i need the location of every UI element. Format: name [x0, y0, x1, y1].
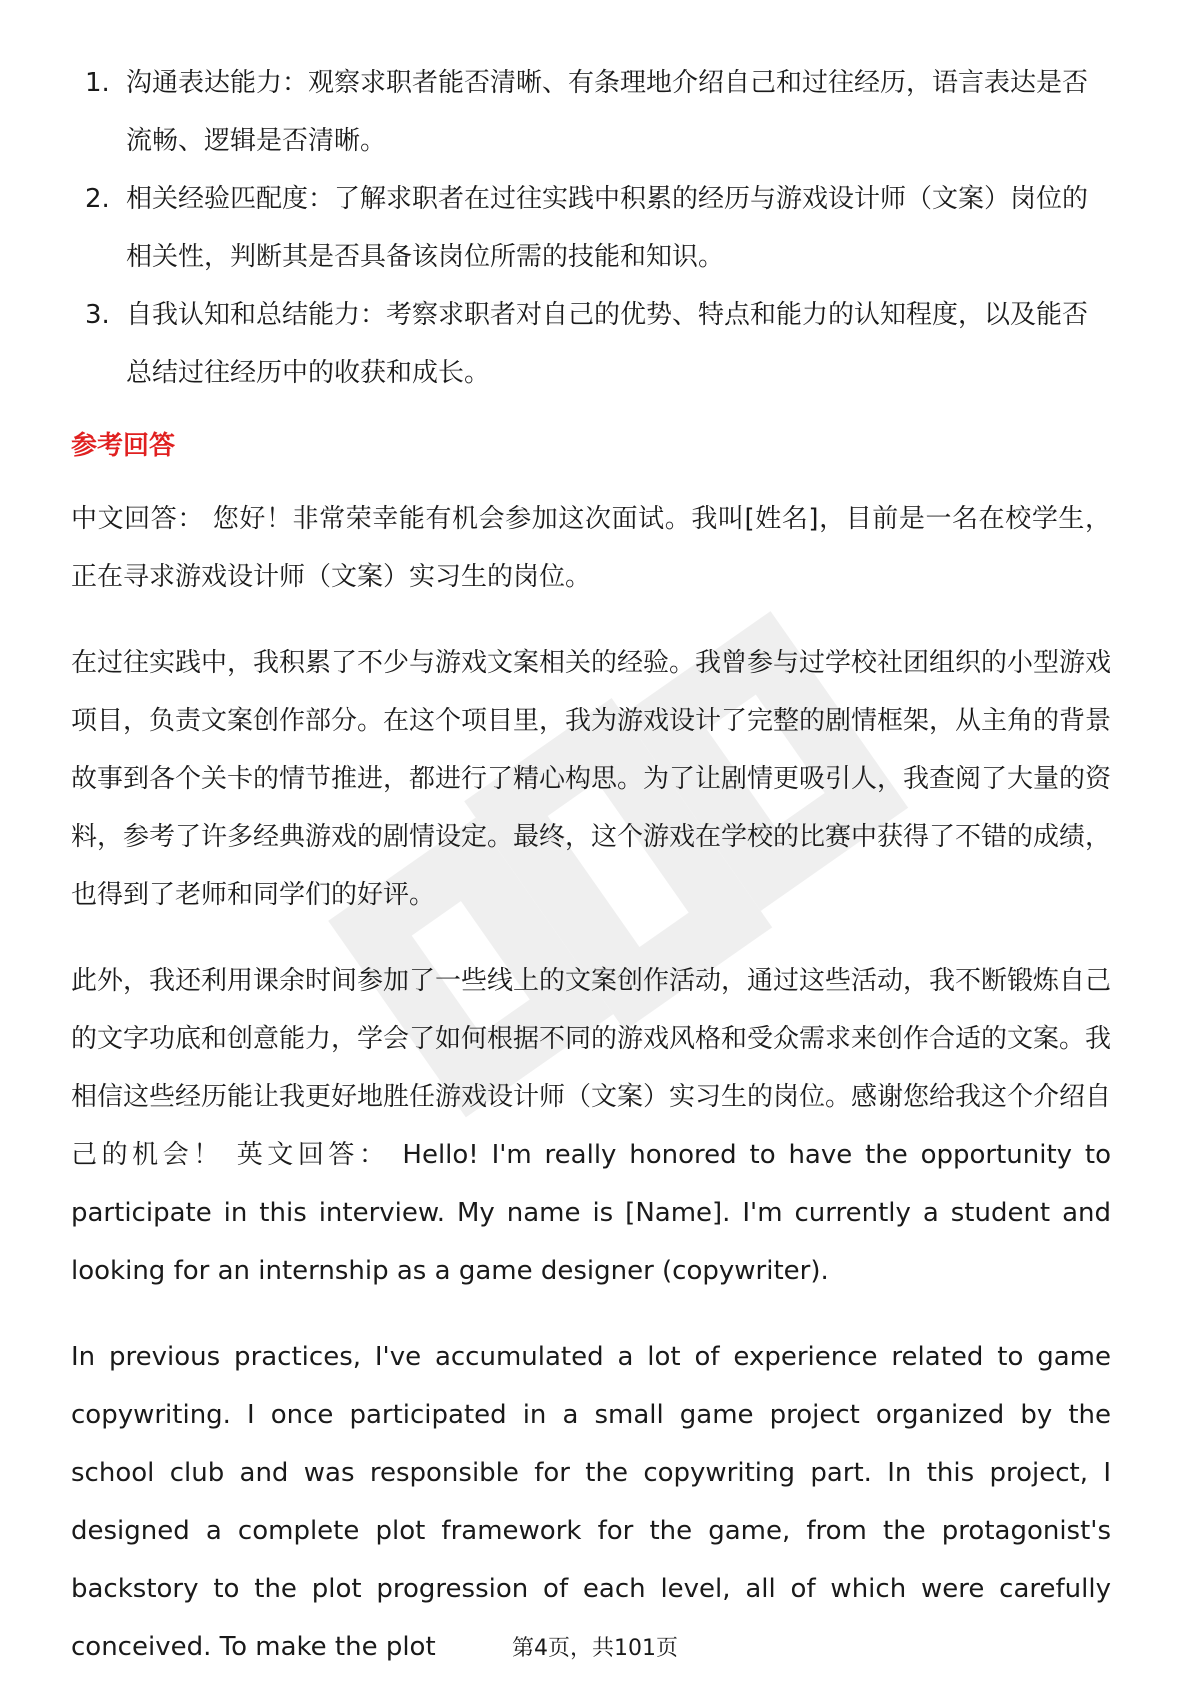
- page-number-footer: 第4页，共101页: [512, 1636, 678, 1661]
- list-item-text: 沟通表达能力：观察求职者能否清晰、有条理地介绍自己和过往经历，语言表达是否流畅、逻辑是否清晰。: [126, 68, 1089, 156]
- list-item: [71, 286, 1111, 402]
- section-heading: 参考回答: [71, 431, 176, 461]
- list-item: [71, 54, 1111, 170]
- page-content: [71, 54, 1111, 1704]
- list-item-text: 自我认知和总结能力：考察求职者对自己的优势、特点和能力的认知程度，以及能否总结过往经历中的收获和成长。: [126, 300, 1089, 388]
- list-item-number: 1.: [85, 68, 110, 98]
- evaluation-points-list: [71, 54, 1111, 402]
- paragraph: 中文回答： 您好！非常荣幸能有机会参加这次面试。我叫[姓名]，目前是一名在校学生，正在寻求游戏设计师（文案）实习生的岗位。: [71, 504, 1111, 592]
- list-item-number: 3.: [85, 300, 110, 330]
- paragraph: 在过往实践中，我积累了不少与游戏文案相关的经验。我曾参与过学校社团组织的小型游戏项目，负责文案创作部分。在这个项目里，我为游戏设计了完整的剧情框架，从主角的背景故事到各个关卡的情节推进，都进行了精心构思。为了让剧情更吸引人，我查阅了大量的资料，参考了许多经典游戏的剧情设定。最终，这个游戏在学校的比赛中获得了不错的成绩，也得到了老师和同学们的好评。: [71, 648, 1112, 910]
- list-item-number: 2.: [85, 184, 110, 214]
- list-item: [71, 170, 1111, 286]
- paragraph: In previous practices, I've accumulated a lot of experience related to game copywriting. I once participated in a small game project organized by the school club and was responsible for the copywriting part. In this project, I designed a complete plot framework for the game, from the protagonist's backstory to the plot progression of each level, all of which were carefully conceived. To make the plot: [71, 1342, 1111, 1662]
- list-item-text: 相关经验匹配度：了解求职者在过往实践中积累的经历与游戏设计师（文案）岗位的相关性，判断其是否具备该岗位所需的技能和知识。: [126, 184, 1089, 272]
- paragraph: 此外，我还利用课余时间参加了一些线上的文案创作活动，通过这些活动，我不断锻炼自己的文字功底和创意能力，学会了如何根据不同的游戏风格和受众需求来创作合适的文案。我相信这些经历能让我更好地胜任游戏设计师（文案）实习生的岗位。感谢您给我这个介绍自己的机会！ 英文回答： Hello! I'm really honored to have the opportunity to participate in this interview. My name is [Name]. I'm currently a student and looking for an internship as a game designer (copywriter).: [71, 966, 1112, 1286]
